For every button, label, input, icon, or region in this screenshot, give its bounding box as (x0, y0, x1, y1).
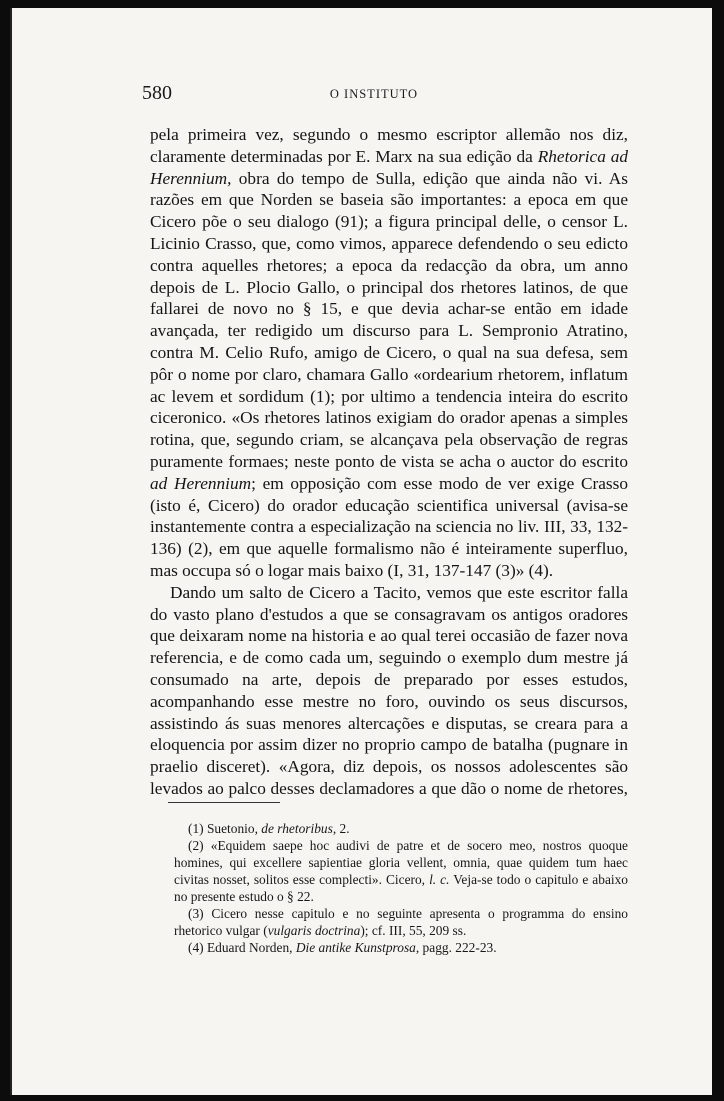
paragraph-1-text-a: pela primeira vez, segundo o mesmo escriptor allemão nos diz, claramente determinadas por E. Marx na sua edição da (150, 125, 628, 166)
footnote-2-text-a: (2) «Equidem saepe hoc audivi de patre et de socero meo, nostros quoque homines, qui excellere sapientiae gloria vellent, omnia, quae quidem tum haec civitas nosset, solitos esse complecti». Cicero, (174, 838, 628, 887)
body-text (150, 124, 628, 800)
footnote-3-text-b: ); cf. III, 55, 209 ss. (360, 923, 467, 938)
footnote-3-text-a: (3) Cicero nesse capitulo e no seguinte apresenta o programma do ensino rhetorico vulgar ( (174, 906, 628, 938)
paragraph-1-italic-title: Rhetorica ad Herennium, (150, 146, 629, 188)
paragraph-2: Dando um salto de Cicero a Tacito, vemos que este escritor falla do vasto plano d'estudos a que se consagravam os antigos oradores que deixaram nome na historia e ao qual terei occasião de fazer nova referencia, e de como cada um, seguindo o exemplo dum mestre já consumado na arte, depois de preparado por esses estudos, acompanhando esse mestre no foro, ouvindo os seus discursos, assistindo ás suas menores altercações e disputas, se creara para a eloquencia por assim dizer no proprio campo de batalha (pugnare in praelio disceret). «Agora, diz depois, os nossos adolescentes são levados ao palco desses declamadores a que dão o nome de rhetores, (150, 582, 628, 798)
footnote-rule (168, 802, 280, 803)
footnote-4-text-a: (4) Eduard Norden, (188, 940, 296, 955)
book-page (10, 8, 712, 1095)
footnote-2-text-b: Veja-se todo o capitulo e abaixo no presente estudo o § 22. (174, 872, 628, 904)
paragraph-1-text-c: ; em opposição com esse modo de ver exige Crasso (isto é, Cicero) do orador educação scientifica universal (avisa-se instantemente contra a especialização na sciencia no liv. III, 33, 132-136) (2), em que aquelle formalismo não é inteiramente superfluo, mas occupa só o logar mais baixo (I, 31, 137-147 (3)» (4). (150, 473, 628, 580)
footnote-4-text-b: , pagg. 222-23. (415, 940, 497, 955)
footnotes (174, 820, 628, 956)
footnote-4-italic: Die antike Kunstprosa (295, 940, 416, 955)
footnote-1-text-a: (1) Suetonio, (188, 821, 262, 836)
footnote-3-italic: vulgaris doctrina (267, 923, 361, 938)
page-number: 580 (142, 82, 172, 104)
footnote-1-text-b: , 2. (332, 821, 350, 836)
footnote-2-italic: l. c. (429, 872, 450, 887)
footnote-1 (174, 820, 628, 837)
footnote-3 (174, 905, 628, 939)
paragraph-1 (150, 124, 628, 582)
footnote-2 (174, 837, 628, 905)
footnote-4 (174, 939, 628, 956)
running-title: O INSTITUTO (329, 87, 419, 101)
paragraph-1-text-b: obra do tempo de Sulla, edição que ainda não vi. As razões em que Norden se baseia são importantes: a epoca em que Cicero põe o seu dialogo (91); a figura principal delle, o censor L. Licinio Crasso, que, como vimos, apparece defendendo o seu edicto contra aquelles rhetores; a epoca da redacção da obra, um anno depois de L. Plocio Gallo, o principal dos rhetores latinos, de que fallarei de novo no § 15, e que devia achar-se então em idade avançada, ter redigido um discurso para L. Sempronio Atratino, contra M. Celio Rufo, amigo de Cicero, o qual na sua defesa, sem pôr o nome por claro, chamara Gallo «ordearium rhetorem, inflatum ac levem et sordidum (1); por ultimo a tendencia inteira do escrito ciceronico. «Os rhetores latinos exigiam do orador apenas a simples rotina, que, segundo criam, se alcançava pela observação de regras puramente formaes; neste ponto de vista se acha o auctor do escrito (150, 168, 628, 471)
page-header (142, 82, 606, 106)
footnote-1-italic: de rhetoribus (261, 821, 333, 836)
paragraph-1-italic-ad-herennium: ad Herennium (150, 473, 252, 493)
